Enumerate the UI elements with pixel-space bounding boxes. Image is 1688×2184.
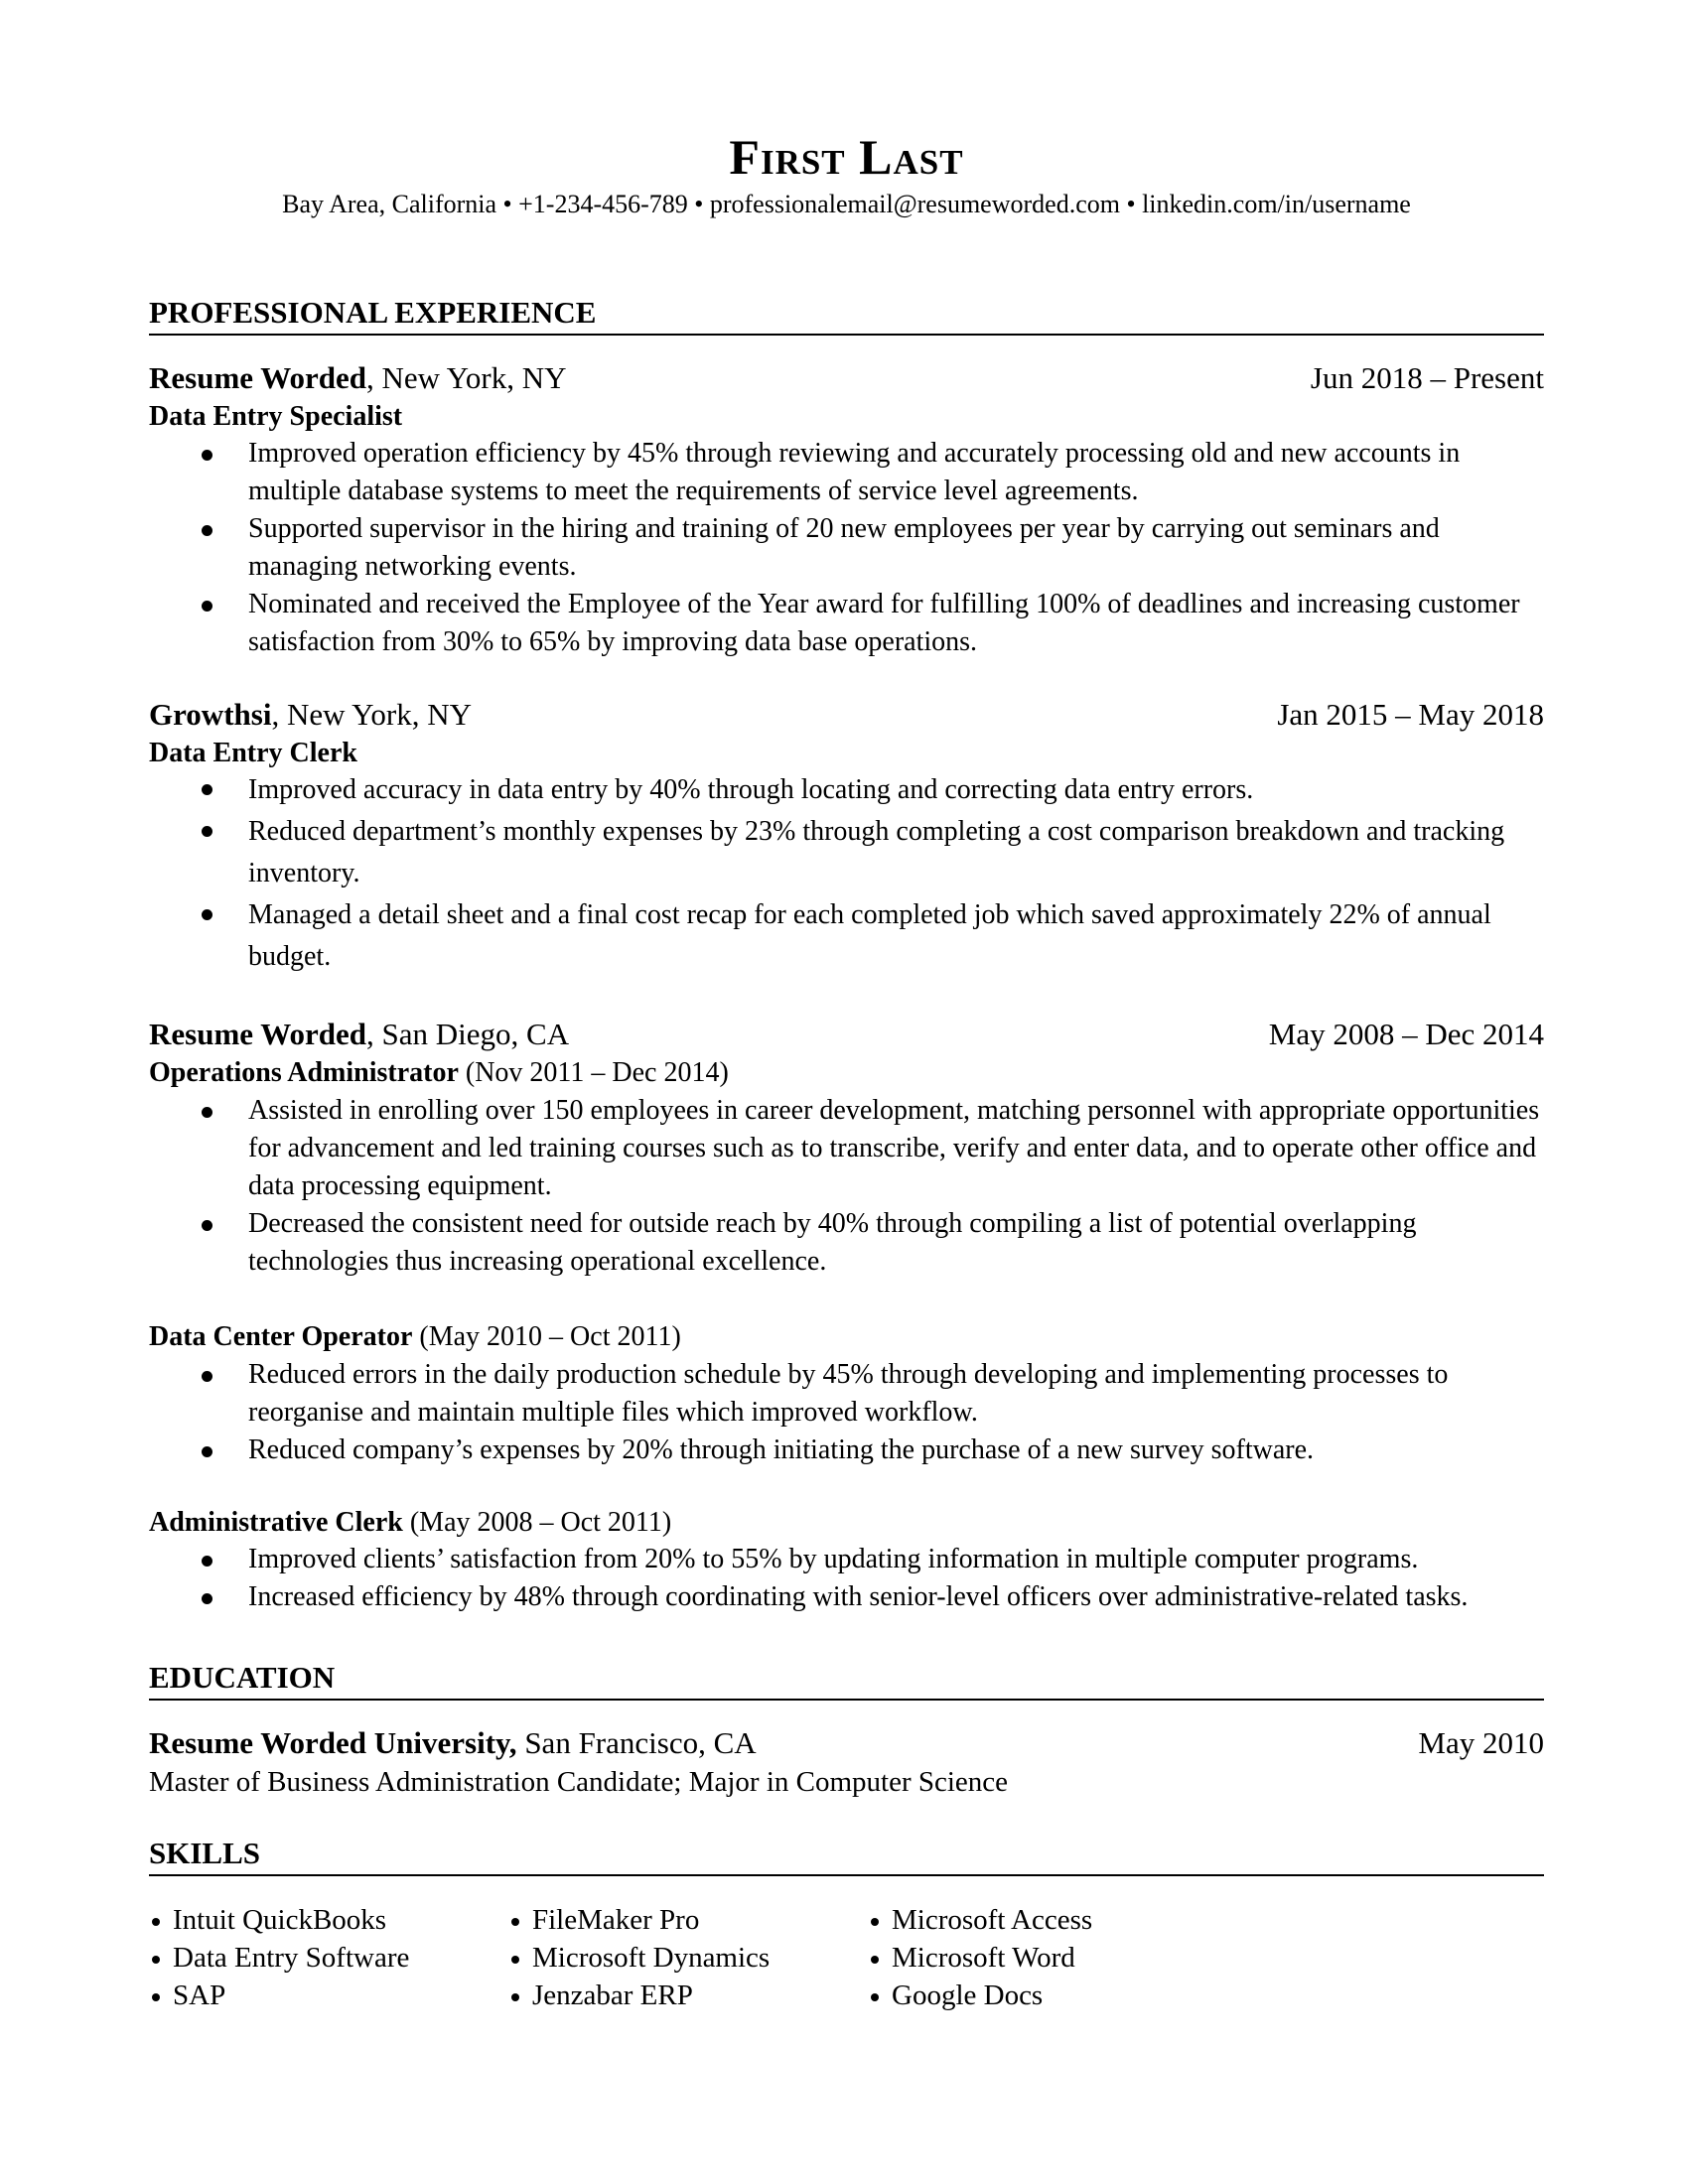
- bullet-list: [149, 1541, 1544, 1616]
- list-item: Improved accuracy in data entry by 40% through locating and correcting data entry errors.: [149, 769, 1544, 811]
- skill-item: Microsoft Word: [868, 1939, 1092, 1977]
- bullet-icon: [202, 601, 212, 612]
- bullet-icon: [202, 826, 212, 837]
- skill-item: Data Entry Software: [149, 1939, 409, 1977]
- skill-item: Google Docs: [868, 1977, 1092, 2014]
- section-title-education: EDUCATION: [149, 1659, 1544, 1701]
- job-header: [149, 359, 1544, 397]
- skill-item: Jenzabar ERP: [508, 1977, 770, 2014]
- school-name: Resume Worded University,: [149, 1725, 517, 1760]
- contact-line: Bay Area, California • +1-234-456-789 • professionalemail@resumeworded.com • linkedin.com/in/username: [282, 190, 1411, 218]
- list-item: Reduced company’s expenses by 20% through initiating the purchase of a new survey software.: [149, 1432, 1544, 1469]
- job-location: , San Diego, CA: [366, 1017, 570, 1051]
- skill-item: Microsoft Dynamics: [508, 1939, 770, 1977]
- bullet-icon: [202, 909, 212, 920]
- list-item: Reduced department’s monthly expenses by 23% through completing a cost comparison breakdown and tracking inventory.: [149, 811, 1544, 894]
- section-title-experience: PROFESSIONAL EXPERIENCE: [149, 294, 1544, 336]
- job-role-line: [149, 1505, 671, 1541]
- list-item: Assisted in enrolling over 150 employees in career development, matching personnel with appropriate opportunities for advancement and led training courses such as to transcribe, verify and enter data, and to operate other office and data processing equipment.: [149, 1092, 1544, 1205]
- company-name: Resume Worded: [149, 360, 367, 395]
- company-name: Resume Worded: [149, 1017, 367, 1051]
- section-title-skills: SKILLS: [149, 1835, 1544, 1876]
- job-location: , New York, NY: [366, 360, 567, 395]
- list-item: Reduced errors in the daily production schedule by 45% through developing and implementing processes to reorganise and maintain multiple files which improved workflow.: [149, 1356, 1544, 1432]
- candidate-name: First Last: [729, 129, 964, 185]
- role-period: (Nov 2011 – Dec 2014): [458, 1057, 729, 1088]
- list-item: Supported supervisor in the hiring and training of 20 new employees per year by carrying out seminars and managing networking events.: [149, 510, 1544, 586]
- list-item: Decreased the consistent need for outside reach by 40% through compiling a list of potential overlapping technologies thus increasing operational excellence.: [149, 1205, 1544, 1281]
- bullet-icon: [202, 1220, 212, 1231]
- bullet-icon: [202, 1371, 212, 1382]
- job-header: [149, 696, 1544, 734]
- job-dates: May 2008 – Dec 2014: [1268, 1017, 1544, 1051]
- job-role: Data Entry Specialist: [149, 401, 403, 432]
- bullet-icon: [871, 1956, 879, 1964]
- job-header: [149, 1016, 1544, 1053]
- bullet-icon: [152, 1956, 160, 1964]
- bullet-icon: [202, 1556, 212, 1567]
- list-item: Increased efficiency by 48% through coordinating with senior-level officers over administrative-related tasks.: [149, 1578, 1544, 1616]
- bullet-icon: [871, 1993, 879, 2001]
- list-item: Improved clients’ satisfaction from 20% to 55% by updating information in multiple computer programs.: [149, 1541, 1544, 1578]
- skills-column: [868, 1901, 1092, 2014]
- role-period: (May 2008 – Oct 2011): [402, 1507, 672, 1538]
- bullet-icon: [511, 1956, 519, 1964]
- school-location: San Francisco, CA: [516, 1725, 757, 1760]
- bullet-list: [149, 1356, 1544, 1469]
- job-role-line: [149, 1319, 681, 1355]
- bullet-icon: [152, 1993, 160, 2001]
- job-location: , New York, NY: [271, 697, 472, 732]
- skill-item: Intuit QuickBooks: [149, 1901, 409, 1939]
- bullet-list: [149, 769, 1544, 978]
- bullet-icon: [202, 1446, 212, 1457]
- bullet-icon: [511, 1993, 519, 2001]
- degree-detail: Master of Business Administration Candidate; Major in Computer Science: [149, 1766, 1009, 1798]
- bullet-list: [149, 435, 1544, 661]
- skills-column: [149, 1901, 409, 2014]
- job-dates: Jun 2018 – Present: [1310, 360, 1544, 395]
- bullet-icon: [511, 1918, 519, 1926]
- bullet-icon: [202, 450, 212, 461]
- job-role: Data Entry Clerk: [149, 738, 357, 768]
- skill-item: Microsoft Access: [868, 1901, 1092, 1939]
- bullet-icon: [202, 1107, 212, 1118]
- bullet-icon: [202, 525, 212, 536]
- bullet-list: [149, 1092, 1544, 1281]
- job-role-line: [149, 1055, 729, 1091]
- bullet-icon: [152, 1918, 160, 1926]
- job-dates: Jan 2015 – May 2018: [1277, 697, 1544, 732]
- skill-item: FileMaker Pro: [508, 1901, 770, 1939]
- skills-column: [508, 1901, 770, 2014]
- job-role: Operations Administrator: [149, 1057, 459, 1088]
- job-role: Administrative Clerk: [149, 1507, 403, 1538]
- job-role: Data Center Operator: [149, 1321, 413, 1352]
- skill-item: SAP: [149, 1977, 409, 2014]
- bullet-icon: [871, 1918, 879, 1926]
- education-date: May 2010: [1418, 1725, 1544, 1760]
- list-item: Nominated and received the Employee of the Year award for fulfilling 100% of deadlines and increasing customer satisfaction from 30% to 65% by improving data base operations.: [149, 586, 1544, 661]
- list-item: Improved operation efficiency by 45% through reviewing and accurately processing old and new accounts in multiple database systems to meet the requirements of service level agreements.: [149, 435, 1544, 510]
- bullet-icon: [202, 1593, 212, 1604]
- company-name: Growthsi: [149, 697, 272, 732]
- education-header: [149, 1724, 1544, 1762]
- role-period: (May 2010 – Oct 2011): [412, 1321, 681, 1352]
- bullet-icon: [202, 784, 212, 795]
- list-item: Managed a detail sheet and a final cost recap for each completed job which saved approximately 22% of annual budget.: [149, 894, 1544, 978]
